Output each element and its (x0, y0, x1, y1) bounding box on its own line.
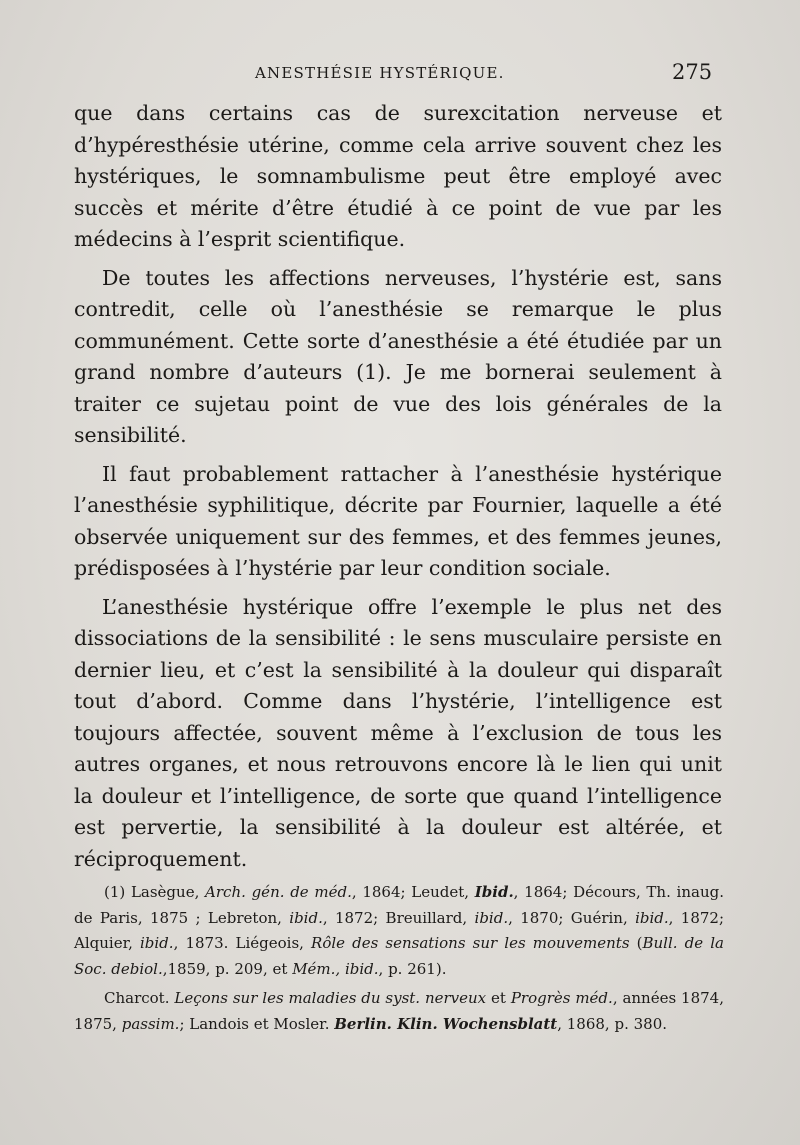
footnote-1 (74, 880, 724, 982)
footnote-2-text: ; Landois et Mosler. (179, 1014, 335, 1033)
page-number: 275 (672, 60, 713, 84)
footnote-1-title: ibid. (474, 908, 509, 927)
footnote-2-title: passim. (121, 1014, 180, 1033)
paragraph-4: L’anesthésie hystérique offre l’exemple le plus net des dissociations de la sensibilité : le sens musculaire persiste en dernier lieu, et c’est la sensibilité à la douleur qui disparaît tout d’abord. Comme dans l’hystérie, l’intelligence est toujours affectée, souvent même à l’exclusion de tous les autres organes, et nous retrouvons encore là le lien qui unit la douleur et l’intelligence, de sorte que quand l’intelligence est pervertie, la sensibilité à la douleur est altérée, et réciproquement. (74, 594, 722, 871)
footnote-2-text: et (486, 989, 511, 1007)
body-text (74, 98, 722, 882)
paragraph-1: que dans certains cas de surexcitation nerveuse et d’hypéresthésie utérine, comme cela arrive souvent chez les hystériques, le somnambulisme peut être employé avec succès et mérite d’être étudié à ce point de vue par les médecins à l’esprit scientifique. (74, 101, 722, 251)
footnote-2 (74, 986, 724, 1037)
footnote-1-text: , 1864; Décours, Th. inaug. de Paris, 1875 ; Lebreton, (74, 883, 724, 927)
footnote-1-text: (1) Lasègue, (104, 883, 206, 901)
paragraph-2: De toutes les affections nerveuses, l’hystérie est, sans contredit, celle où l’anesthésie se remarque le plus communément. Cette sorte d’anesthésie a été étudiée par un grand nombre d’auteurs (1). Je me bornerai seulement à traiter ce sujetau point de vue des lois générales de la sensibilité. (74, 265, 722, 447)
footnote-2-title: Leçons sur les maladies du syst. nerveux (174, 989, 487, 1007)
footnote-1-title: ibid. (635, 908, 669, 927)
footnotes (74, 880, 724, 1041)
footnote-1-text: , 1873. Liégeois, (173, 934, 312, 952)
footnote-1-text: ,1859, p. 209, et (162, 959, 293, 978)
footnote-1-title: ibid. (139, 934, 174, 952)
footnote-1-title: ibid. (289, 908, 323, 927)
running-title: ANESTHÉSIE HYSTÉRIQUE. (255, 64, 505, 82)
footnote-2-text: , 1868, p. 380. (557, 1014, 668, 1033)
footnote-1-title: Ibid. (474, 883, 514, 901)
footnote-1-title: Bull. de la Soc. debiol. (74, 934, 724, 978)
footnote-1-text: , p. 261). (378, 959, 447, 978)
footnote-1-text: , 1870; Guérin, (508, 908, 636, 927)
footnote-1-title: Mém., ibid. (292, 959, 379, 978)
footnote-1-text: ( (629, 934, 643, 952)
footnote-2-title: Progrès méd. (510, 989, 613, 1007)
footnote-1-text: , 1872; Alquier, (74, 908, 725, 952)
footnote-1-title: Rôle des sensations sur les mouvements (311, 934, 630, 952)
paragraph-3: Il faut probablement rattacher à l’anesthésie hystérique l’anesthésie syphilitique, décrite par Fournier, laquelle a été observée uniquement sur des femmes, et des femmes jeunes, prédisposées à l’hystérie par leur condition sociale. (74, 461, 722, 580)
footnote-2-text: , années 1874, 1875, (74, 989, 724, 1033)
footnote-1-text: , 1864; Leudet, (351, 883, 475, 901)
footnote-2-title: Berlin. Klin. Wochensblatt (334, 1014, 558, 1033)
footnote-2-text: Charcot. (104, 989, 175, 1007)
footnote-1-text: , 1872; Breuillard, (322, 908, 475, 927)
footnote-1-title: Arch. gén. de méd. (205, 883, 352, 901)
